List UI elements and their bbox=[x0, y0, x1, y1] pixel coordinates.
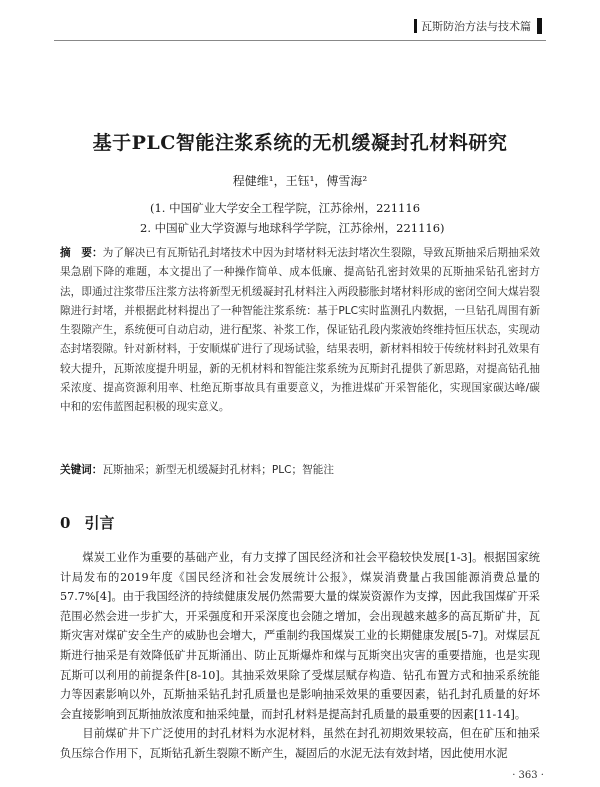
body-paragraph: 煤炭工业作为重要的基础产业，有力支撑了国民经济和社会平稳较快发展[1-3]。根据国家统计局发布的2019年度《国民经济和社会发展统计公报》，煤炭消费量占我国能源消费总量的57.7%[4]。由于我国经济的持续健康发展仍然需要大量的煤炭资源作为支撑，因此我国煤矿开采范围必然会进一步扩大，开采强度和开采深度也会随之增加，会出现越来越多的高瓦斯矿井，瓦斯灾害对煤矿安全生产的威胁也会增大，严重制约我国煤炭工业的长期健康发展[5-7]。对煤层瓦斯进行抽采是有效降低矿井瓦斯涌出、防止瓦斯爆炸和煤与瓦斯突出灾害的重要措施，也是实现瓦斯可以利用的前提条件[8-10]。其抽采效果除了受煤层赋存构造、钻孔布置方式和抽采系统能力等因素影响以外，瓦斯抽采钻孔封孔质量也是影响抽采效果的重要因素，钻孔封孔质量的好坏会直接影响到瓦斯抽放浓度和抽采纯量，而封孔材料是提高封孔质量的最重要的因素[11-14]。 bbox=[60, 551, 540, 721]
section-number: 0 bbox=[60, 514, 71, 532]
header-block-mark bbox=[537, 18, 542, 34]
body-text bbox=[60, 548, 540, 764]
section-title: 引言 bbox=[84, 514, 115, 532]
keywords-label: 关键词： bbox=[60, 464, 103, 476]
journal-section-label: 瓦斯防治方法与技术篇 bbox=[421, 20, 531, 33]
body-paragraph: 目前煤矿井下广泛使用的封孔材料为水泥材料，虽然在封孔初期效果较高，但在矿压和抽采负压综合作用下，瓦斯钻孔新生裂隙不断产生，凝固后的水泥无法有效封堵，因此使用水泥 bbox=[60, 727, 540, 760]
abstract-text: 为了解决已有瓦斯钻孔封堵技术中因为封堵材料无法封堵次生裂隙，导致瓦斯抽采后期抽采效果急剧下降的难题，本文提出了一种操作简单、成本低廉、提高钻孔密封效果的瓦斯抽采钻孔密封方法，即通过注浆带压注浆方法将新型无机缓凝封孔材料注入两段膨胀封堵材料形成的密闭空间大煤岩裂隙进行封堵，并根据此材料提出了一种智能注浆系统：基于PLC实时监测孔内数据，一旦钻孔周围有新生裂隙产生，系统便可自动启动，进行配浆、补浆工作，保证钻孔段内浆液始终维持恒压状态，实现动态封堵裂隙。针对新材料，于安顺煤矿进行了现场试验，结果表明，新材料相较于传统材料封孔效果有较大提升，瓦斯浓度提升明显，新的无机材料和智能注浆系统为瓦斯封孔提供了新思路，对提高钻孔抽采浓度、提高资源利用率、杜绝瓦斯事故具有重要意义，为推进煤矿开采智能化，实现国家碳达峰/碳中和的宏伟蓝图起积极的现实意义。 bbox=[60, 247, 541, 414]
page-number: · 363 · bbox=[512, 770, 544, 781]
affiliation-1: (1. 中国矿业大学安全工程学院，江苏徐州，221116 bbox=[150, 201, 421, 215]
paper-title: 基于PLC智能注浆系统的无机缓凝封孔材料研究 bbox=[92, 132, 508, 154]
section-heading bbox=[60, 512, 114, 533]
author-line: 程健维¹，王钰¹，傅雪海² bbox=[232, 174, 368, 188]
journal-section-header bbox=[414, 18, 542, 34]
keywords-text: 瓦斯抽采；新型无机缓凝封孔材料；PLC；智能注 bbox=[102, 464, 334, 476]
header-rule bbox=[54, 40, 546, 41]
affiliation-2: 2. 中国矿业大学资源与地球科学学院，江苏徐州，221116) bbox=[140, 221, 445, 235]
keywords bbox=[60, 462, 540, 477]
abstract-label: 摘 要： bbox=[60, 247, 103, 259]
header-bar-mark bbox=[414, 19, 417, 33]
abstract bbox=[60, 244, 540, 418]
